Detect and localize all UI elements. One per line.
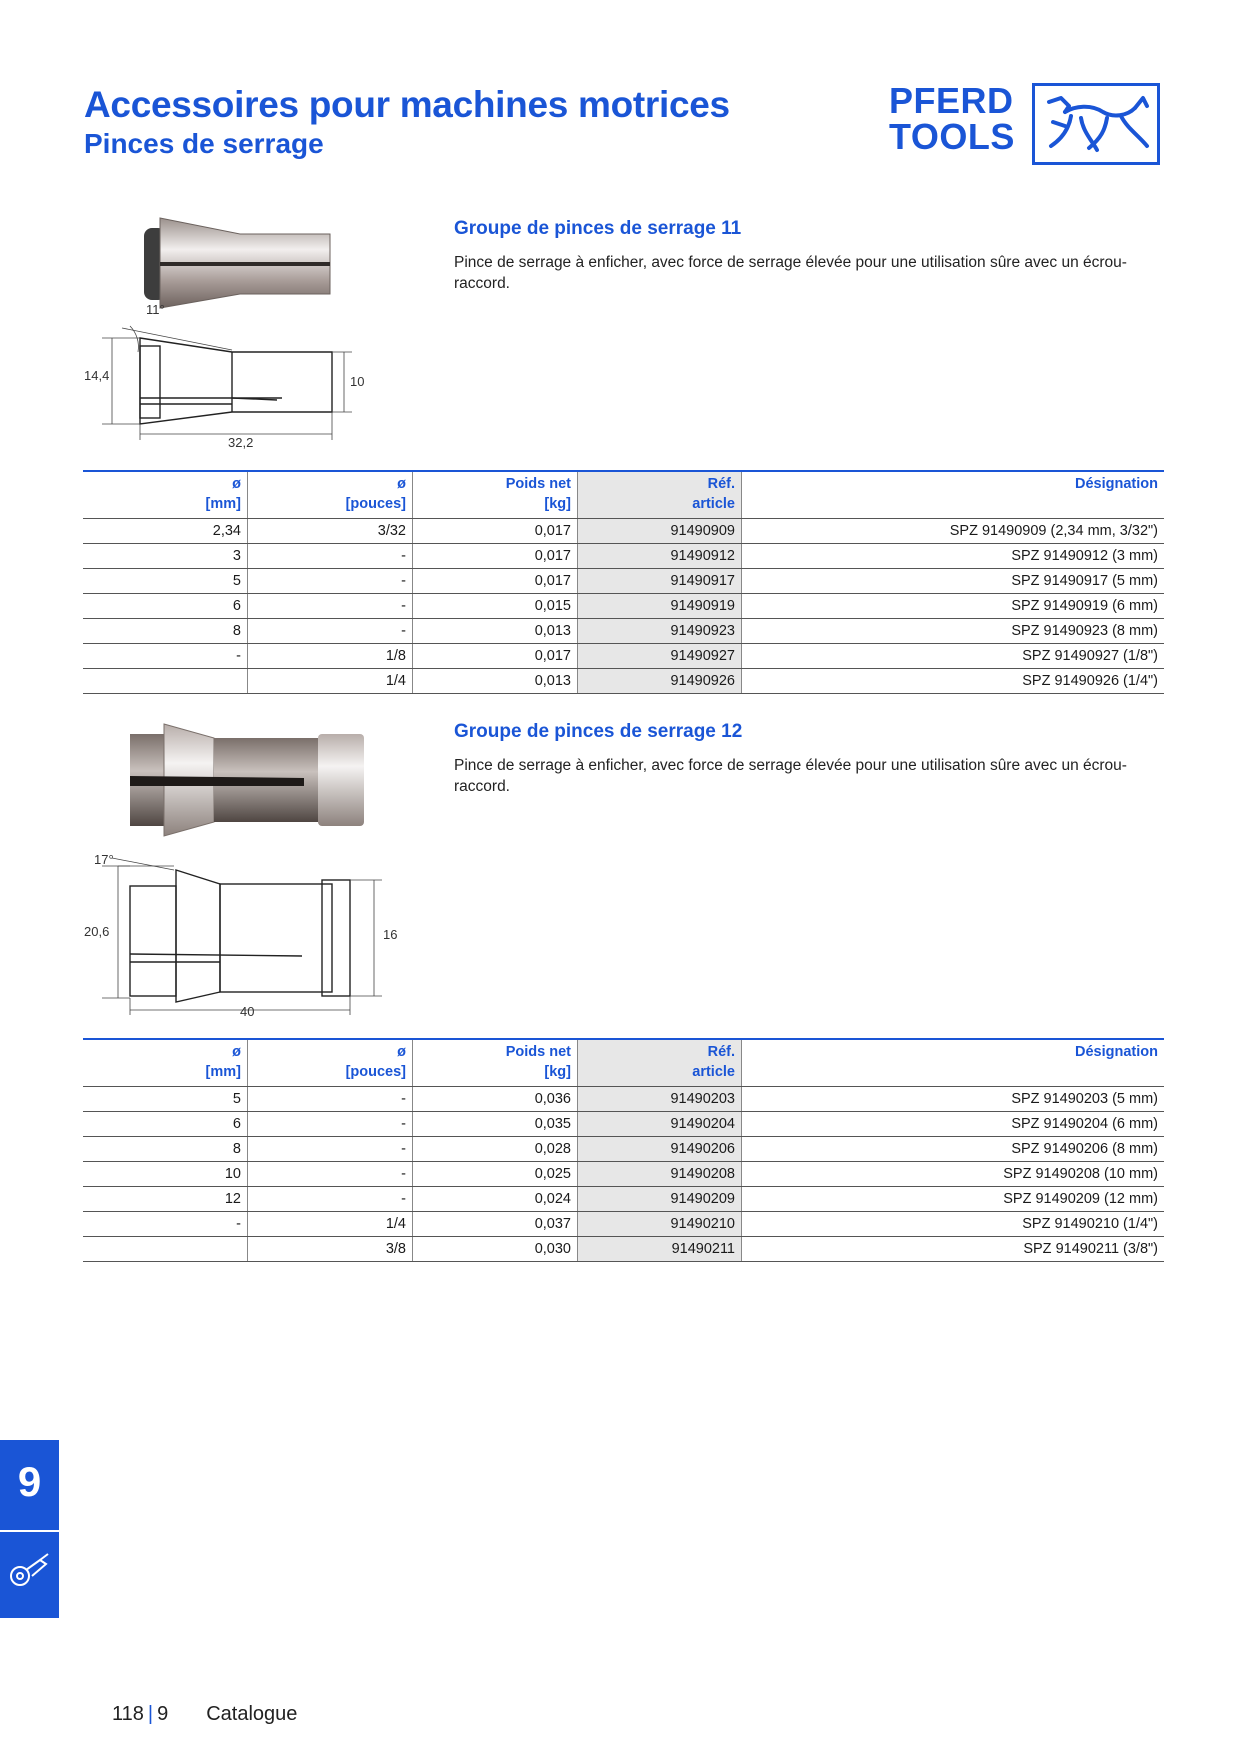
table-row: - 1/4 0,037 91490210 SPZ 91490210 (1/4") <box>83 1212 1164 1237</box>
chapter-number: 9 <box>17 1458 42 1505</box>
col-header-designation: Désignation <box>742 1039 1165 1087</box>
dim-height-12: 20,6 <box>84 924 110 939</box>
page-title: Accessoires pour machines motrices <box>84 84 730 125</box>
page-subtitle: Pinces de serrage <box>84 128 324 159</box>
section-description-11: Pince de serrage à enficher, avec force de serrage élevée pour une utilisation sûre avec un écrou-raccord. <box>454 254 1127 292</box>
col-header-diameter-mm: ø [mm] <box>83 1039 248 1087</box>
section-title-11: Groupe de pinces de serrage 11 <box>454 218 742 239</box>
chapter-divider <box>0 1530 59 1532</box>
table-header-row <box>83 471 1164 519</box>
dim-inner-12: 16 <box>383 927 398 942</box>
table-row: 5 - 0,017 91490917 SPZ 91490917 (5 mm) <box>83 569 1164 594</box>
table-row: 5 - 0,036 91490203 SPZ 91490203 (5 mm) <box>83 1087 1164 1112</box>
footer-label: Catalogue <box>206 1703 298 1725</box>
dim-angle-12: 17° <box>94 852 114 867</box>
dim-length-11: 32,2 <box>228 435 254 450</box>
table-row: 10 - 0,025 91490208 SPZ 91490208 (10 mm) <box>83 1162 1164 1187</box>
col-header-diameter-inch: ø [pouces] <box>248 1039 413 1087</box>
footer-separator: | <box>147 1703 154 1725</box>
col-header-ref: Réf. article <box>578 1039 742 1087</box>
collet-drawing-12 <box>82 850 412 1015</box>
table-row: 1/4 0,013 91490926 SPZ 91490926 (1/4") <box>83 669 1164 694</box>
chapter-tab <box>0 1440 59 1618</box>
table-row: 12 - 0,024 91490209 SPZ 91490209 (12 mm) <box>83 1187 1164 1212</box>
col-header-ref: Réf. article <box>578 471 742 519</box>
section-description-12: Pince de serrage à enficher, avec force de serrage élevée pour une utilisation sûre avec un écrou-raccord. <box>454 757 1127 795</box>
logo-text-line2: TOOLS <box>889 116 1015 157</box>
spec-table-11 <box>83 470 1164 694</box>
page-number: 118 <box>112 1703 144 1725</box>
collet-photo-12 <box>124 720 374 840</box>
col-header-diameter-inch: ø [pouces] <box>248 471 413 519</box>
section-title-12: Groupe de pinces de serrage 12 <box>454 721 743 742</box>
col-header-weight: Poids net [kg] <box>413 471 578 519</box>
table-row: 8 - 0,028 91490206 SPZ 91490206 (8 mm) <box>83 1137 1164 1162</box>
dim-length-12: 40 <box>240 1004 255 1019</box>
table-row: 3 - 0,017 91490912 SPZ 91490912 (3 mm) <box>83 544 1164 569</box>
col-header-designation: Désignation <box>742 471 1165 519</box>
horse-logo-icon <box>1032 83 1160 165</box>
table-row: 8 - 0,013 91490923 SPZ 91490923 (8 mm) <box>83 619 1164 644</box>
col-header-diameter-mm: ø [mm] <box>83 471 248 519</box>
pferd-tools-logo <box>889 80 1167 167</box>
table-row: 6 - 0,035 91490204 SPZ 91490204 (6 mm) <box>83 1112 1164 1137</box>
table-row: 6 - 0,015 91490919 SPZ 91490919 (6 mm) <box>83 594 1164 619</box>
dim-inner-11: 10 <box>350 374 365 389</box>
table-row: 3/8 0,030 91490211 SPZ 91490211 (3/8") <box>83 1237 1164 1262</box>
col-header-weight: Poids net [kg] <box>413 1039 578 1087</box>
footer-chapter: 9 <box>157 1703 169 1725</box>
spec-table-12 <box>83 1038 1164 1262</box>
logo-text-line1: PFERD <box>889 80 1014 121</box>
dim-height-11: 14,4 <box>84 368 110 383</box>
collet-drawing-11 <box>82 300 382 450</box>
table-row: - 1/8 0,017 91490927 SPZ 91490927 (1/8") <box>83 644 1164 669</box>
page-footer <box>112 1703 297 1726</box>
table-header-row <box>83 1039 1164 1087</box>
angle-grinder-icon <box>8 1548 52 1592</box>
table-row: 2,34 3/32 0,017 91490909 SPZ 91490909 (2,34 mm, 3/32") <box>83 519 1164 544</box>
dim-angle-11: 11° <box>146 302 165 317</box>
